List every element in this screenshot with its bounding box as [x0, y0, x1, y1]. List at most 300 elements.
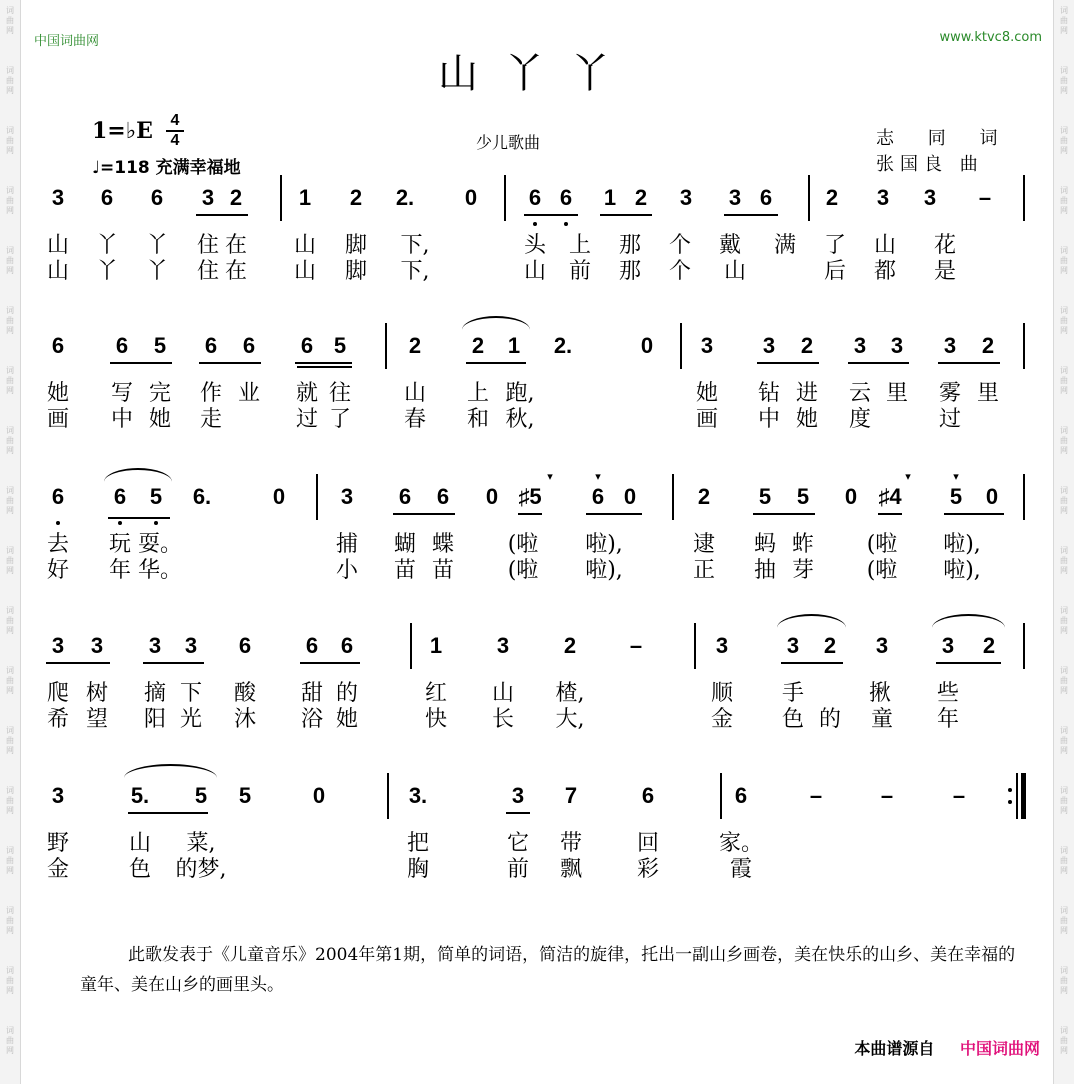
lyric-verse-2: 的梦,: [175, 857, 227, 882]
watermark-text: 词 曲 网: [6, 366, 14, 395]
lyric-verse-2: 住: [196, 259, 220, 284]
beam-underline: [393, 513, 455, 515]
lyric-verse-2: 过: [938, 407, 962, 432]
lyric-verse-1: 个: [668, 233, 692, 258]
note: 1: [603, 185, 617, 210]
note: 2: [800, 333, 814, 358]
composer-credit: 张国良 曲: [876, 154, 984, 175]
lyric-verse-2: 前: [506, 857, 530, 882]
note: 0: [985, 484, 999, 509]
lyric-verse-2: 正: [692, 558, 716, 583]
lyric-verse-1: 些: [936, 681, 960, 706]
note: 0: [844, 484, 858, 509]
lyric-verse-2: 金: [46, 857, 70, 882]
lyric-verse-2: 度: [848, 407, 872, 432]
watermark-text: 词 曲 网: [1060, 786, 1068, 815]
lyric-verse-1: 家。: [718, 831, 764, 856]
note: 0: [485, 484, 499, 509]
lyric-verse-2: 丫: [145, 259, 169, 284]
lyric-verse-1: 蝴: [393, 532, 417, 557]
note: 5: [238, 783, 252, 808]
note: 6: [305, 633, 319, 658]
watermark-text: 词 曲 网: [1060, 666, 1068, 695]
lyric-verse-1: 丫: [145, 233, 169, 258]
note: 7: [564, 783, 578, 808]
lyric-verse-2: 个: [668, 259, 692, 284]
lyric-verse-1: 揪: [868, 681, 892, 706]
lyric-verse-2: 那: [618, 259, 642, 284]
lyric-verse-1: 回: [636, 831, 660, 856]
watermark-text: 词 曲 网: [1060, 1026, 1068, 1055]
lyric-verse-2: 沐: [233, 707, 257, 732]
note: 6: [242, 333, 256, 358]
bar-line: [387, 773, 389, 819]
lyric-verse-1: 蝶: [431, 532, 455, 557]
lyric-verse-2: 童: [870, 707, 894, 732]
lyric-verse-2: 金: [710, 707, 734, 732]
lyric-verse-2: 是: [933, 259, 957, 284]
lyric-verse-2: 画: [695, 407, 719, 432]
bar-line: [316, 474, 318, 520]
watermark-text: 词 曲 网: [1060, 186, 1068, 215]
note: 3: [90, 633, 104, 658]
lyric-verse-1: 就: [295, 381, 319, 406]
lyric-verse-1: 楂,: [555, 681, 585, 706]
lyric-verse-2: 在: [224, 259, 248, 284]
watermark-text: 词 曲 网: [1060, 966, 1068, 995]
lyric-verse-1: 写: [110, 381, 134, 406]
note: 3: [51, 783, 65, 808]
beam-underline: [938, 362, 1000, 364]
note: 0: [640, 333, 654, 358]
beam-underline: [944, 513, 1004, 515]
site-name-left[interactable]: 中国词曲网: [34, 34, 100, 49]
note: 6: [115, 333, 129, 358]
note: 5: [149, 484, 163, 509]
note: 6: [559, 185, 573, 210]
accent-mark: ▾: [905, 470, 911, 483]
note: 3: [340, 484, 354, 509]
lyric-verse-1: 手: [781, 681, 805, 706]
lyric-verse-1: 去: [46, 532, 70, 557]
octave-dot-below: [564, 222, 568, 226]
beam-underline: [600, 214, 652, 216]
lyric-verse-2: 了: [328, 407, 352, 432]
bar-line: [1023, 323, 1025, 369]
note: 3: [876, 185, 890, 210]
accent-mark: ▾: [953, 470, 959, 483]
beam-underline: [586, 513, 642, 515]
note: –: [952, 783, 966, 808]
lyric-verse-2: 华。: [137, 558, 183, 583]
lyric-verse-1: 丫: [95, 233, 119, 258]
watermark-text: 词 曲 网: [1060, 906, 1068, 935]
lyric-verse-2: 阳: [143, 707, 167, 732]
note: 3: [786, 633, 800, 658]
lyric-verse-1: 摘: [143, 681, 167, 706]
lyric-verse-2: 山: [523, 259, 547, 284]
lyric-verse-1: 钻: [757, 381, 781, 406]
watermark-text: 词 曲 网: [6, 486, 14, 515]
lyric-verse-1: 甜: [300, 681, 324, 706]
repeat-bar-thin: [1016, 773, 1018, 819]
note: 3: [853, 333, 867, 358]
lyric-verse-1: 那: [618, 233, 642, 258]
lyric-verse-2: 的: [818, 707, 842, 732]
note: 6: [340, 633, 354, 658]
tie-slur: [124, 764, 217, 778]
lyric-verse-1: 业: [237, 381, 261, 406]
beam-underline: [297, 366, 352, 368]
lyric-verse-2: 走: [199, 407, 223, 432]
beam-underline: [295, 362, 352, 364]
bar-line: [1023, 474, 1025, 520]
beam-underline: [936, 662, 1001, 664]
note: 6: [436, 484, 450, 509]
bar-line: [720, 773, 722, 819]
note: 2: [697, 484, 711, 509]
note: 2: [229, 185, 243, 210]
lyric-verse-2: 都: [873, 259, 897, 284]
lyric-verse-2: 色: [781, 707, 805, 732]
lyric-verse-1: 跑,: [505, 381, 535, 406]
watermark-text: 词 曲 网: [1060, 246, 1068, 275]
lyric-verse-2: 前: [568, 259, 592, 284]
note: –: [629, 633, 643, 658]
lyric-verse-2: 年: [108, 558, 132, 583]
lyric-verse-2: 山: [293, 259, 317, 284]
lyric-verse-1: 里: [885, 381, 909, 406]
lyric-verse-1: 了: [823, 233, 847, 258]
note: 3: [715, 633, 729, 658]
time-signature: [166, 112, 184, 150]
lyric-verse-1: 头: [523, 233, 547, 258]
note: 2: [563, 633, 577, 658]
lyric-verse-2: 中: [110, 407, 134, 432]
note: 3.: [408, 783, 428, 808]
watermark-text: 词 曲 网: [6, 786, 14, 815]
lyric-verse-2: 和: [466, 407, 490, 432]
lyric-verse-2: 苗: [431, 558, 455, 583]
beam-underline: [466, 362, 526, 364]
note: 6: [100, 185, 114, 210]
beam-underline: [300, 662, 360, 664]
note: 5: [153, 333, 167, 358]
lyric-verse-1: 山: [491, 681, 515, 706]
beam-underline: [518, 513, 542, 515]
note: 5: [194, 783, 208, 808]
note: 3: [51, 185, 65, 210]
lyric-verse-2: 后: [823, 259, 847, 284]
song-title: 山丫丫: [438, 51, 636, 97]
repeat-dot: [1008, 788, 1012, 792]
watermark-text: 词 曲 网: [6, 1026, 14, 1055]
beam-underline: [108, 517, 170, 519]
note: 6: [300, 333, 314, 358]
lyric-verse-2: 希: [46, 707, 70, 732]
lyric-verse-2: 山: [723, 259, 747, 284]
note: 0: [464, 185, 478, 210]
note: 3: [184, 633, 198, 658]
lyric-verse-2: 脚: [344, 259, 368, 284]
bar-line: [1023, 175, 1025, 221]
beam-underline: [199, 362, 261, 364]
note: 2: [981, 333, 995, 358]
note: 0: [272, 484, 286, 509]
note: 5.: [130, 783, 150, 808]
note: 2.: [395, 185, 415, 210]
lyric-verse-2: 画: [46, 407, 70, 432]
note: 3: [941, 633, 955, 658]
watermark-text: 词 曲 网: [6, 246, 14, 275]
meter-denominator: 4: [166, 130, 184, 150]
source-site-link[interactable]: 中国词曲网: [959, 1039, 1040, 1058]
note: 5: [333, 333, 347, 358]
watermark-text: 词 曲 网: [6, 546, 14, 575]
lyric-verse-2: 她: [148, 407, 172, 432]
bar-line: [672, 474, 674, 520]
lyric-verse-1: 戴: [718, 233, 742, 258]
watermark-text: 词 曲 网: [1060, 66, 1068, 95]
lyric-verse-1: 捕: [335, 532, 359, 557]
lyric-verse-1: 云: [848, 381, 872, 406]
watermark-text: 词 曲 网: [1060, 546, 1068, 575]
note: 2: [349, 185, 363, 210]
site-url-right[interactable]: www.ktvc8.com: [939, 30, 1042, 45]
note: –: [978, 185, 992, 210]
watermark-text: 词 曲 网: [6, 186, 14, 215]
lyric-verse-2: 春: [403, 407, 427, 432]
lyric-verse-1: 它: [506, 831, 530, 856]
watermark-text: 词 曲 网: [6, 726, 14, 755]
note: 1: [507, 333, 521, 358]
lyric-verse-1: 顺: [710, 681, 734, 706]
watermark-text: 词 曲 网: [1060, 306, 1068, 335]
note: 1: [298, 185, 312, 210]
octave-dot-below: [56, 521, 60, 525]
note: 6: [528, 185, 542, 210]
note: 3: [511, 783, 525, 808]
watermark-text: 词 曲 网: [6, 66, 14, 95]
note: –: [809, 783, 823, 808]
note: 6: [51, 484, 65, 509]
bar-line: [808, 175, 810, 221]
octave-dot-below: [118, 521, 122, 525]
octave-dot-below: [533, 222, 537, 226]
lyric-verse-1: 玩: [108, 532, 132, 557]
lyric-verse-2: (啦: [866, 558, 898, 583]
lyric-verse-2: 色: [128, 857, 152, 882]
lyric-verse-2: 大,: [555, 707, 585, 732]
lyric-verse-1: 山: [293, 233, 317, 258]
note: 2: [825, 185, 839, 210]
note: 3: [890, 333, 904, 358]
note: 6: [51, 333, 65, 358]
note: 5: [796, 484, 810, 509]
lyric-verse-2: 胸: [406, 857, 430, 882]
lyric-verse-1: 上: [466, 381, 490, 406]
note: 5: [949, 484, 963, 509]
note: 1: [429, 633, 443, 658]
note: 3: [923, 185, 937, 210]
watermark-text: 词 曲 网: [1060, 366, 1068, 395]
lyric-verse-2: 山: [46, 259, 70, 284]
watermark-text: 词 曲 网: [1060, 846, 1068, 875]
octave-dot-below: [154, 521, 158, 525]
lyric-verse-1: 山: [873, 233, 897, 258]
lyric-verse-2: 小: [335, 558, 359, 583]
lyric-verse-1: 逮: [692, 532, 716, 557]
watermark-text: 词 曲 网: [6, 666, 14, 695]
watermark-text: 词 曲 网: [1060, 486, 1068, 515]
lyric-verse-1: 花: [933, 233, 957, 258]
lyric-verse-1: 她: [695, 381, 719, 406]
beam-underline: [128, 812, 208, 814]
beam-underline: [757, 362, 819, 364]
lyric-verse-1: 往: [328, 381, 352, 406]
lyricist-credit: 志 同 词: [876, 128, 1012, 149]
left-watermark-strip: [0, 0, 21, 1084]
footnote: 此歌发表于《儿童音乐》2004年第1期，简单的词语，简洁的旋律，托出一副山乡画卷，美在快乐的山乡、美在幸福的童年、美在山乡的画里头。: [80, 945, 1016, 995]
watermark-text: 词 曲 网: [1060, 606, 1068, 635]
bar-line: [504, 175, 506, 221]
watermark-text: 词 曲 网: [6, 846, 14, 875]
note: ♯4: [878, 484, 902, 509]
beam-underline: [110, 362, 172, 364]
note: 6: [150, 185, 164, 210]
lyric-verse-2: 长: [491, 707, 515, 732]
note: 3: [148, 633, 162, 658]
lyric-verse-2: 飘: [559, 857, 583, 882]
lyric-verse-1: 山: [403, 381, 427, 406]
lyric-verse-2: 望: [85, 707, 109, 732]
beam-underline: [506, 812, 530, 814]
lyric-verse-2: 浴: [300, 707, 324, 732]
note: 2: [823, 633, 837, 658]
bar-line: [280, 175, 282, 221]
beam-underline: [724, 214, 778, 216]
lyric-verse-2: (啦: [507, 558, 539, 583]
tie-slur: [932, 614, 1005, 628]
note: 3: [496, 633, 510, 658]
lyric-verse-1: 下: [179, 681, 203, 706]
watermark-text: 词 曲 网: [1060, 426, 1068, 455]
lyric-verse-2: 中: [757, 407, 781, 432]
note: 5: [758, 484, 772, 509]
beam-underline: [46, 662, 110, 664]
lyric-verse-1: 她: [46, 381, 70, 406]
watermark-text: 词 曲 网: [6, 426, 14, 455]
lyric-verse-2: 啦),: [943, 558, 981, 583]
lyric-verse-1: 啦),: [943, 532, 981, 557]
accent-mark: ▾: [547, 470, 553, 483]
note: 3: [679, 185, 693, 210]
note: 3: [51, 633, 65, 658]
lyric-verse-2: 她: [795, 407, 819, 432]
note: 2: [634, 185, 648, 210]
watermark-text: 词 曲 网: [6, 606, 14, 635]
note: 3: [943, 333, 957, 358]
note: 2: [471, 333, 485, 358]
lyric-verse-1: 下,: [400, 233, 430, 258]
note: 0: [312, 783, 326, 808]
bar-line: [410, 623, 412, 669]
note: 3: [728, 185, 742, 210]
note: 6.: [192, 484, 212, 509]
bar-line: [385, 323, 387, 369]
bar-line: [1023, 623, 1025, 669]
lyric-verse-2: 苗: [393, 558, 417, 583]
lyric-verse-1: 野: [46, 831, 70, 856]
repeat-dot: [1008, 800, 1012, 804]
lyric-verse-1: 的: [335, 681, 359, 706]
lyric-verse-2: 光: [179, 707, 203, 732]
watermark-text: 词 曲 网: [1060, 126, 1068, 155]
source-credit: [854, 1036, 1040, 1059]
lyric-verse-2: 丫: [95, 259, 119, 284]
watermark-text: 词 曲 网: [1060, 6, 1068, 35]
beam-underline: [878, 513, 902, 515]
lyric-verse-1: (啦: [866, 532, 898, 557]
lyric-verse-1: 雾: [938, 381, 962, 406]
lyric-verse-1: 山: [128, 831, 152, 856]
lyric-verse-1: 红: [424, 681, 448, 706]
lyric-verse-1: 里: [976, 381, 1000, 406]
lyric-verse-1: 上: [568, 233, 592, 258]
meter-numerator: 4: [170, 112, 180, 129]
lyric-verse-1: 爬: [46, 681, 70, 706]
note: –: [880, 783, 894, 808]
lyric-verse-1: 啦),: [585, 532, 623, 557]
beam-underline: [781, 662, 843, 664]
watermark-text: 词 曲 网: [6, 906, 14, 935]
lyric-verse-2: 彩: [636, 857, 660, 882]
lyric-verse-2: 快: [424, 707, 448, 732]
beam-underline: [196, 214, 248, 216]
lyric-verse-2: 下,: [400, 259, 430, 284]
key-signature: 1=♭E: [92, 118, 153, 144]
lyric-verse-1: 酸: [233, 681, 257, 706]
note: 6: [113, 484, 127, 509]
watermark-text: 词 曲 网: [1060, 726, 1068, 755]
accent-mark: ▾: [595, 470, 601, 483]
note: 6: [204, 333, 218, 358]
bar-line: [680, 323, 682, 369]
lyric-verse-1: 山: [46, 233, 70, 258]
lyric-verse-1: 带: [559, 831, 583, 856]
tie-slur: [462, 316, 530, 330]
lyric-verse-1: 脚: [344, 233, 368, 258]
lyric-verse-2: 年: [936, 707, 960, 732]
lyric-verse-1: 耍。: [137, 532, 183, 557]
lyric-verse-1: 蚱: [791, 532, 815, 557]
bar-line: [694, 623, 696, 669]
lyric-verse-1: 进: [795, 381, 819, 406]
note: 3: [700, 333, 714, 358]
note: 6: [238, 633, 252, 658]
note: 3: [875, 633, 889, 658]
note: 3: [762, 333, 776, 358]
lyric-verse-2: 芽: [791, 558, 815, 583]
lyric-verse-2: 秋,: [505, 407, 535, 432]
note: ♯5: [518, 484, 542, 509]
lyric-verse-1: 满: [773, 233, 797, 258]
watermark-text: 词 曲 网: [6, 126, 14, 155]
lyric-verse-1: (啦: [507, 532, 539, 557]
watermark-text: 词 曲 网: [6, 6, 14, 35]
note: 6: [641, 783, 655, 808]
beam-underline: [753, 513, 815, 515]
